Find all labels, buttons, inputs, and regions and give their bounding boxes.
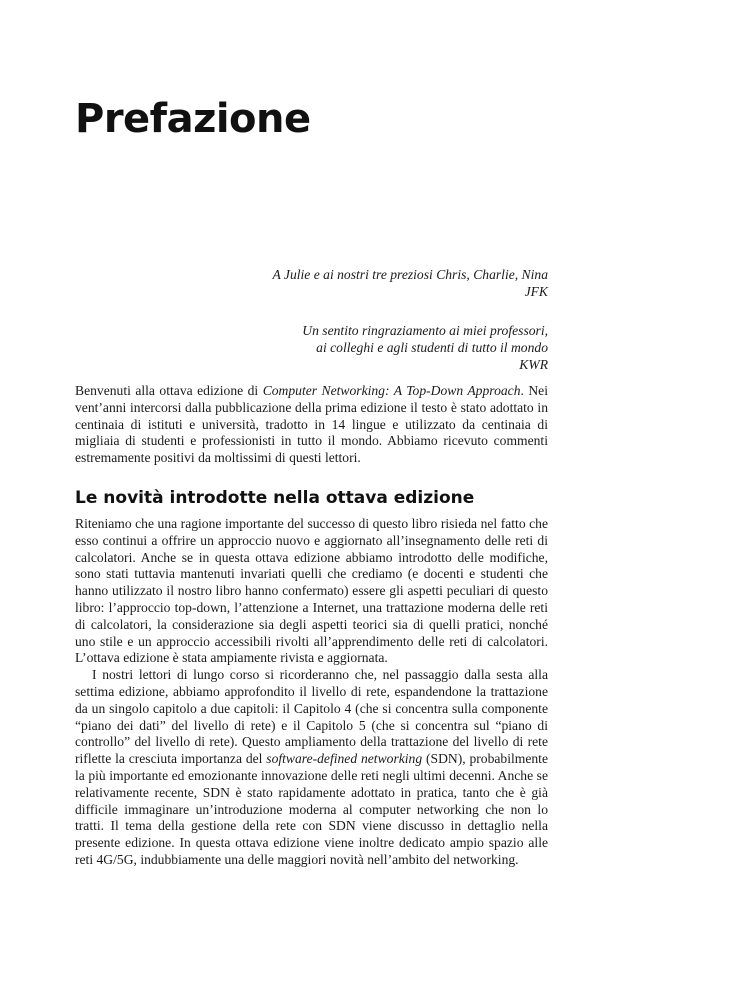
intro-text: Benvenuti alla ottava edizione di: [75, 383, 263, 398]
paragraph-text: (SDN), probabilmente la più importante ed emozionante innovazione delle reti negli ultimi decenni. Anche se relativamente recente, SDN è stato rapidamente adottato in pratica, tanto che è già difficile immaginare un’introduzione moderna al computer networking che non lo tratti. Il tema della gestione della rete con SDN viene discusso in dettaglio nella presente edizione. In questa ottava edizione viene inoltre dedicato ampio spazio alle reti 4G/5G, indubbiamente una delle maggiori novità nell’ambito del networking.: [75, 751, 548, 867]
paragraph-text: I nostri lettori di lungo corso si ricorderanno che, nel passaggio dalla sesta alla settima edizione, abbiamo approfondito il livello di rete, espandendone la trattazione da un singolo capitolo a due capitoli: il Capitolo 4 (che si concentra sulla componente “piano dei dati” del livello di rete) e il Capitolo 5 (che si concentra sul “piano di controllo” del livello di rete). Questo ampliamento della trattazione del livello di rete riflette la cresciuta importanza del: [75, 667, 548, 767]
intro-text: . Nei vent’anni intercorsi dalla pubblicazione della prima edizione il testo è stato adottato in centinaia di istituti e università, tradotto in 14 lingue e utilizzato da centinaia di migliaia di studenti e professionisti in tutto il mondo. Abbiamo ricevuto commenti estremamente positivi da moltissimi di questi lettori.: [75, 383, 548, 466]
page-title: Prefazione: [75, 96, 311, 142]
section-paragraph: Riteniamo che una ragione importante del successo di questo libro risieda nel fatto che esso continui a offrire un approccio nuovo e aggiornato all’insegnamento delle reti di calcolatori. Anche se in questa ottava edizione abbiamo introdotto delle modifiche, sono stati tuttavia mantenuti invariati quelli che crediamo (e docenti e studenti che hanno utilizzato il nostro libro hanno confermato) essere gli aspetti peculiari di questo libro: l’approccio top-down, l’attenzione a Internet, una trattazione moderna delle reti di calcolatori, la considerazione sia degli aspetti teorici sia di quelli pratici, nonché uno stile e un approccio accessibili rivolti all’apprendimento delle reti di calcolatori. L’ottava edizione è stata ampiamente rivista e aggiornata.: [75, 516, 548, 666]
section-heading: Le novità introdotte nella ottava edizione: [75, 488, 475, 508]
sdn-term: software-defined networking: [266, 751, 423, 767]
dedication-line: Un sentito ringraziamento ai miei professori,: [302, 323, 548, 338]
book-title: Computer Networking: A Top-Down Approach: [262, 383, 521, 398]
dedication-signature: KWR: [519, 357, 548, 372]
section-body: [75, 516, 548, 869]
dedication-kwr: [302, 322, 548, 373]
dedication-line: ai colleghi e agli studenti di tutto il mondo: [316, 340, 548, 355]
dedication-jfk: [272, 266, 548, 300]
intro-paragraph: [75, 383, 548, 467]
section-paragraph: [75, 667, 548, 869]
dedication-line: A Julie e ai nostri tre preziosi Chris, Charlie, Nina: [272, 267, 548, 282]
dedication-signature: JFK: [524, 284, 548, 299]
